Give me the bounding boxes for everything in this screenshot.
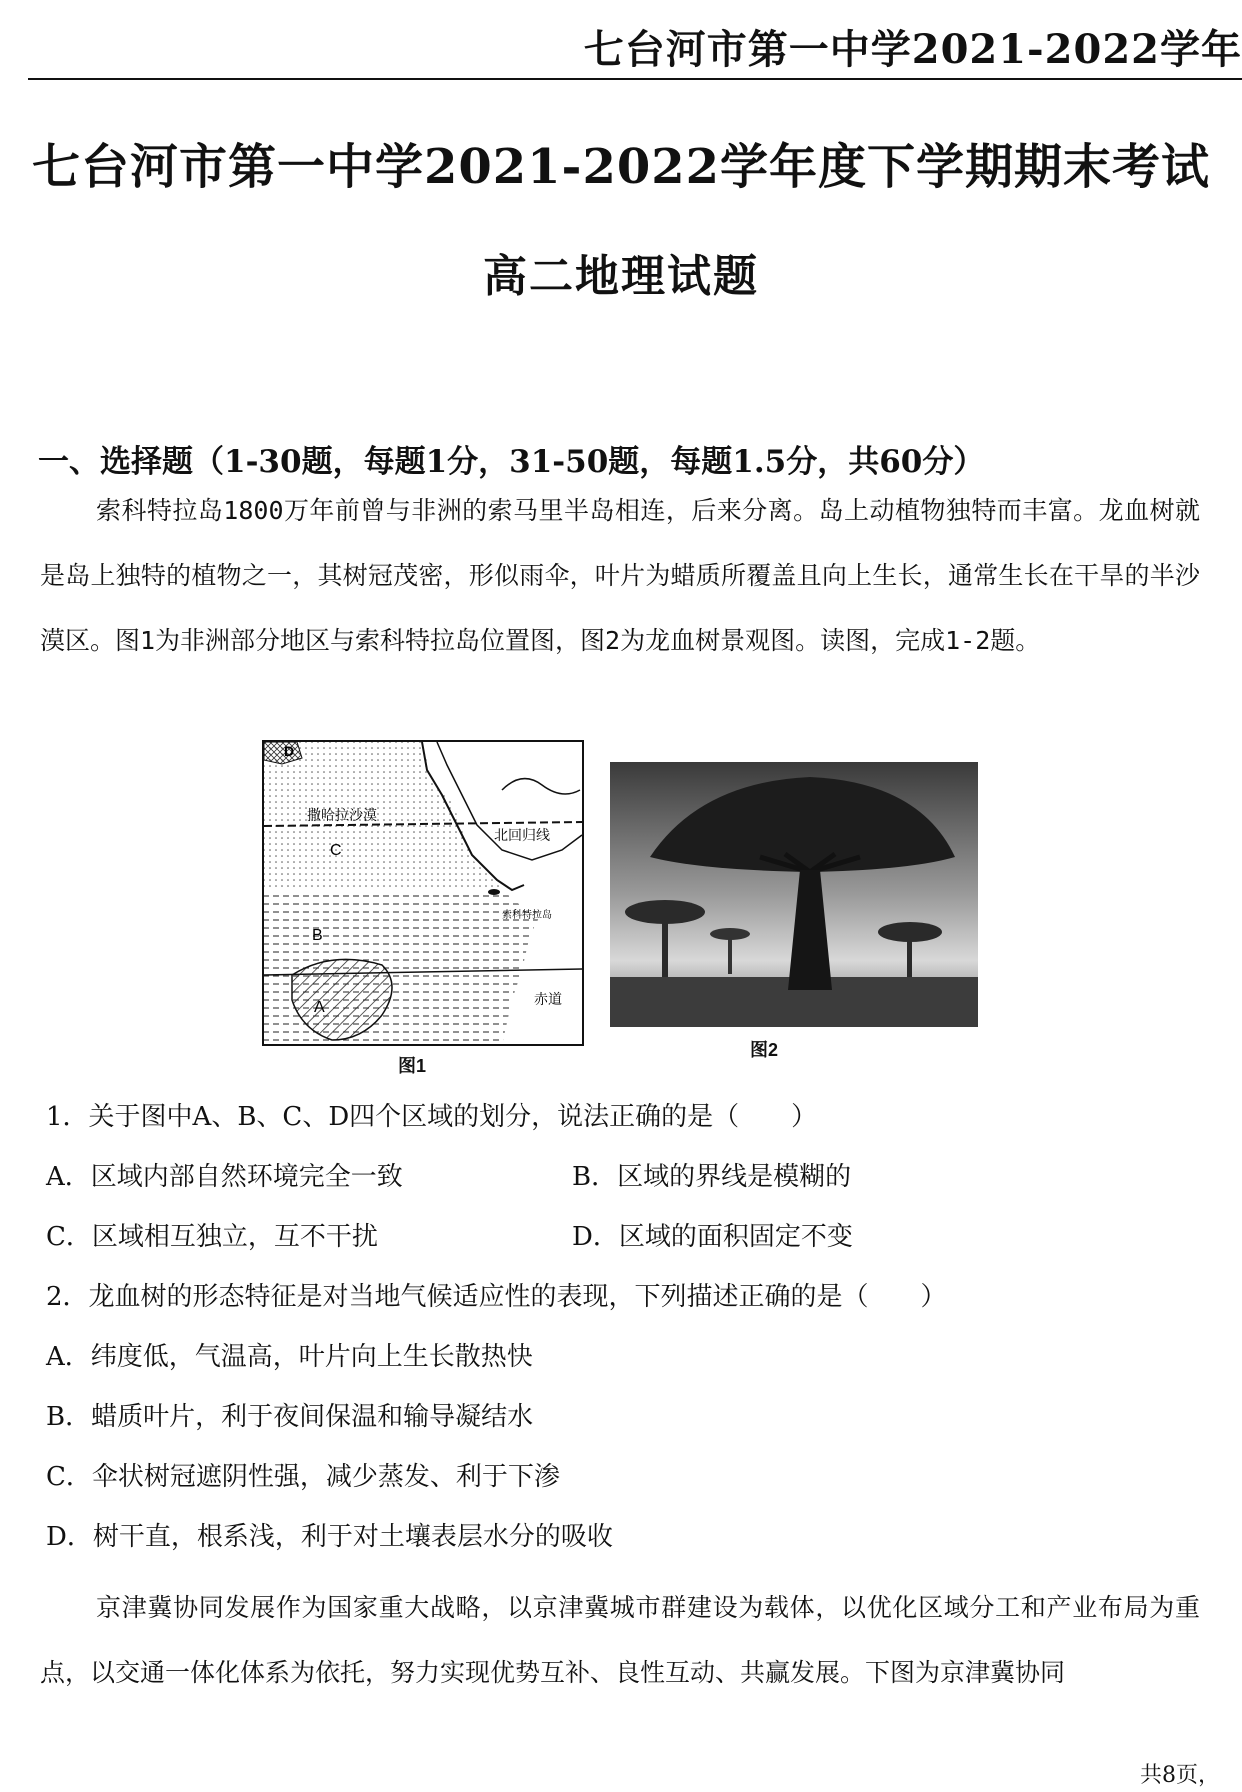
page-footer: 共8页， bbox=[1140, 1763, 1220, 1788]
header-rule bbox=[28, 78, 1242, 80]
question-1-stem: 1．关于图中A、B、C、D四个区域的划分，说法正确的是（ ） bbox=[46, 1102, 818, 1132]
label-c: C bbox=[330, 842, 342, 859]
question-2-stem: 2．龙血树的形态特征是对当地气候适应性的表现，下列描述正确的是（ ） bbox=[46, 1282, 947, 1312]
section-heading: 一、选择题（1-30题，每题1分，31-50题，每题1.5分，共60分） bbox=[38, 444, 985, 480]
question-1-option-c: C．区域相互独立，互不干扰 bbox=[46, 1222, 378, 1252]
passage-socotra: 索科特拉岛1800万年前曾与非洲的索马里半岛相连，后来分离。岛上动植物独特而丰富。龙血树就是岛上独特的植物之一，其树冠茂密，形似雨伞，叶片为蜡质所覆盖且向上生长，通常生长在干旱的半沙漠区。图1为非洲部分地区与索科特拉岛位置图，图2为龙血树景观图。读图，完成1-2题。 bbox=[40, 496, 1200, 655]
label-b: B bbox=[312, 927, 323, 944]
running-header: 七台河市第一中学2021-2022学年 bbox=[583, 26, 1242, 73]
socotra-island-mark bbox=[488, 889, 500, 895]
africa-socotra-map bbox=[262, 740, 584, 1046]
question-2-option-d: D．树干直，根系浅，利于对土壤表层水分的吸收 bbox=[46, 1522, 613, 1552]
question-1-option-a: A．区域内部自然环境完全一致 bbox=[46, 1162, 403, 1192]
label-a: A bbox=[314, 999, 325, 1016]
question-1-option-b: B．区域的界线是模糊的 bbox=[572, 1162, 852, 1192]
dragon-blood-tree-illustration bbox=[610, 762, 978, 1027]
question-2-option-b: B．蜡质叶片，利于夜间保温和输导凝结水 bbox=[46, 1402, 534, 1432]
figure-1-map bbox=[262, 740, 584, 1046]
question-2-option-a: A．纬度低，气温高，叶片向上生长散热快 bbox=[46, 1342, 533, 1372]
label-d: D bbox=[284, 743, 295, 759]
exam-title: 七台河市第一中学2021-2022学年度下学期期末考试 bbox=[31, 139, 1211, 195]
figure-2-photo bbox=[610, 762, 978, 1027]
question-1-option-d: D．区域的面积固定不变 bbox=[572, 1222, 853, 1252]
exam-subtitle: 高二地理试题 bbox=[483, 251, 759, 302]
label-sahara: 撒哈拉沙漠 bbox=[307, 807, 377, 823]
figure-1-caption: 图1 bbox=[398, 1056, 427, 1076]
figure-2-caption: 图2 bbox=[750, 1040, 779, 1060]
question-2-option-c: C．伞状树冠遮阴性强，减少蒸发、利于下渗 bbox=[46, 1462, 560, 1492]
label-socotra: 索科特拉岛 bbox=[502, 910, 552, 921]
passage-jingjinji: 京津冀协同发展作为国家重大战略，以京津冀城市群建设为载体，以优化区域分工和产业布局为重点，以交通一体化体系为依托，努力实现优势互补、良性互动、共赢发展。下图为京津冀协同 bbox=[40, 1593, 1200, 1687]
label-equator: 赤道 bbox=[534, 991, 562, 1007]
label-tropic: 北回归线 bbox=[494, 827, 550, 843]
